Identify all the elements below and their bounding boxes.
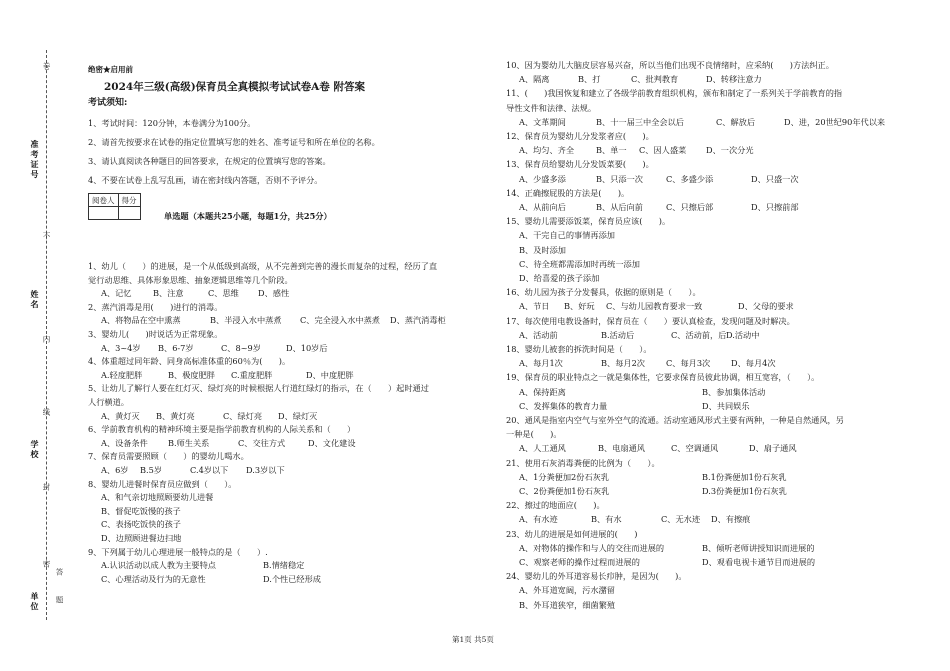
answer-option: C.4岁以下 [190, 465, 229, 475]
question-stem: 9、下列属于幼儿心理进展一般特点的是（ ）. [88, 546, 268, 557]
question-stem-cont: 人行横道。 [88, 397, 129, 407]
answer-option: A、黄灯灭 [101, 410, 140, 421]
answer-option: A、外耳道宽阔，污水潴留 [519, 585, 615, 596]
question-stem-cont: 导性文件和法律、法规。 [506, 102, 597, 113]
question-stem: 10、因为婴幼儿大脑皮层容易兴奋，所以当他们出现不良情绪时，应采纳( )方法纠正。 [506, 60, 834, 70]
answer-option: B、注意 [153, 288, 184, 299]
answer-option: A、3~4岁 [101, 342, 141, 353]
answer-option: D、每月4次 [731, 358, 776, 369]
name-label: 姓名 [30, 290, 40, 310]
question-stem: 21、使用石灰消毒粪便的比例为（ ）。 [506, 457, 660, 468]
answer-option: B、从后向前 [596, 202, 643, 212]
answer-option: D、中度肥胖 [306, 369, 354, 380]
question-stem: 23、幼儿的进展是如何进展的( ) [506, 528, 638, 539]
answer-option: D、只擦前部 [751, 202, 799, 212]
answer-option: B.情绪稳定 [263, 560, 305, 571]
question-stem: 22、擦过的地面应( )。 [506, 500, 605, 511]
question-stem: 6、学前教育机构的精神环境主要是指学前教育机构的人际关系和（ ） [88, 424, 356, 435]
answer-option: D.活动中 [726, 329, 760, 340]
answer-option: D、蒸汽消毒柜 [390, 315, 446, 326]
answer-option: A、少盛多添 [519, 173, 566, 184]
answer-option: A、文革期间 [519, 116, 566, 127]
question-stem: 12、保育员为婴幼儿分发浆者应( )。 [506, 131, 654, 141]
answer-option: C、待全班都需添加时再统一添加 [519, 258, 640, 269]
answer-option: C、空调通风 [671, 443, 719, 454]
question-stem: 5、让幼儿了解行人要在红灯灭、绿灯亮的时候根据人行道红绿灯的指示，在（ ）起时通过 [88, 383, 429, 394]
question-stem: 7、保育员需要照顾（ ）的婴幼儿喝水。 [88, 451, 249, 462]
answer-option: A.轻度肥胖 [101, 369, 143, 380]
answer-option: D、绿灯灭 [278, 410, 318, 421]
admission-number-label: 准考证号 [30, 140, 40, 180]
answer-option: B、好玩 [564, 301, 595, 312]
answer-option: B、单一 [596, 145, 627, 156]
answer-option: D.个性已经形成 [263, 573, 321, 584]
answer-option: D、进，20世纪90年代以来 [784, 116, 886, 127]
seal-char: 封 [42, 483, 51, 492]
score-header: 得分 [118, 194, 140, 207]
secret-mark: 绝密★启用前 [88, 65, 133, 74]
seal-char: 不 [42, 232, 51, 241]
answer-option: A、从前向后 [519, 202, 566, 212]
answer-option: D、只盛一次 [751, 173, 799, 184]
answer-option: D、转移注意力 [706, 74, 762, 85]
question-stem: 8、婴幼儿进餐时保育员应做到（ ）。 [88, 478, 237, 489]
answer-option: D、感性 [258, 288, 290, 299]
notice-item: 2、请首先按要求在试卷的指定位置填写您的姓名、准考证号和所在单位的名称。 [88, 137, 380, 147]
answer-option: A、人工通风 [519, 443, 566, 454]
answer-option: B、6-7岁 [158, 342, 194, 353]
notice-item: 4、不要在试卷上乱写乱画，请在密封线内答题，否则不予评分。 [88, 175, 323, 185]
answer-option: A、节日 [519, 301, 550, 312]
answer-option: A、和气亲切地照顾要幼儿进餐 [101, 492, 214, 503]
answer-option: A、1分粪便加2份石灰乳 [519, 471, 610, 482]
exam-title: 2024年三级(高级)保育员全真模拟考试试卷A卷 附答案 [104, 81, 365, 93]
answer-option: D、父母的要求 [738, 301, 794, 312]
answer-option: C、2份粪便加1份石灰乳 [519, 486, 610, 496]
answer-option: C、批判教育 [631, 74, 679, 85]
answer-option: C、无水迹 [661, 514, 701, 525]
answer-option: C、8~9岁 [221, 342, 261, 353]
question-stem: 24、婴幼儿的外耳道容易长疖肿，是因为( )。 [506, 571, 687, 582]
question-stem: 18、婴幼儿被套的拆洗时间是（ ）。 [506, 344, 652, 354]
answer-option: A、对物体的操作和与人的交往而进展的 [519, 542, 665, 553]
question-stem: 15、婴幼儿需要添饭菜，保育员应该( )。 [506, 216, 671, 227]
score-cell[interactable] [118, 207, 140, 220]
answer-option: A.认识活动以成人教为主要特点 [101, 560, 216, 571]
question-stem-cont: 一种是( )。 [506, 429, 562, 440]
answer-option: C、解放后 [716, 116, 756, 127]
seal-char: 题 [55, 596, 64, 605]
answer-option: B.1份粪便加1份石灰乳 [702, 471, 787, 482]
answer-option: C、发挥集体的教育力量 [519, 400, 608, 411]
question-stem: 19、保育员的职业特点之一就是集体性，它要求保育员彼此协调，相互宽容，（ ）。 [506, 372, 820, 383]
answer-option: B、只添一次 [596, 173, 643, 184]
seal-char: 卷 [42, 62, 51, 71]
question-stem: 14、正确擦屁股的方法是( )。 [506, 187, 630, 198]
answer-option: D.3岁以下 [246, 465, 285, 475]
answer-option: A、每月1次 [519, 358, 563, 369]
question-stem: 1、幼儿（ ）的进展，是一个从低级到高级，从不完善到完善的漫长而复杂的过程，经历了直 [88, 261, 438, 271]
answer-option: A、6岁 [101, 465, 129, 475]
section-heading: 单选题（本题共25小题，每题1分，共25分） [164, 211, 332, 221]
answer-option: B、参加集体活动 [702, 386, 766, 397]
answer-option: B、有水 [591, 514, 622, 525]
answer-option: D、文化建设 [308, 437, 356, 448]
school-label: 学校 [30, 440, 40, 460]
answer-option: D、边照顾进餐边扫地 [101, 533, 182, 543]
grader-header: 阅卷人 [89, 194, 119, 207]
answer-option: B、黄灯亮 [156, 410, 195, 421]
question-stem: 16、幼儿园为孩子分发餐具，依据的原则是（ ）。 [506, 287, 701, 298]
answer-option: C、心理活动及行为的无意性 [101, 573, 206, 584]
answer-option: A、干完自己的事情再添加 [519, 230, 615, 241]
answer-option: C、每月3次 [666, 358, 711, 369]
answer-option: A、保持距离 [519, 386, 566, 397]
answer-option: B、十一届三中全会以后 [596, 116, 684, 127]
answer-option: B、半浸入水中蒸煮 [210, 315, 282, 326]
answer-option: B、电扇通风 [598, 443, 645, 454]
answer-option: D、观看电视卡通节目而进展的 [702, 557, 816, 567]
answer-option: A、有水迹 [519, 514, 558, 525]
answer-option: C、多盛少添 [666, 173, 714, 184]
notice-heading: 考试须知: [88, 98, 128, 108]
seal-char: 线 [42, 408, 51, 417]
answer-option: C、完全浸入水中蒸煮 [300, 315, 380, 326]
answer-option: B、打 [578, 74, 601, 85]
answer-option: A、将物品在空中熏蒸 [101, 315, 181, 326]
answer-option: C、因人盛菜 [639, 145, 687, 156]
seal-char: 内 [42, 335, 51, 344]
answer-option: D、共同娱乐 [702, 400, 750, 411]
question-stem-cont: 觉行动思维、具体形象思维、抽象逻辑思维等几个阶段。 [88, 274, 293, 285]
answer-option: B.师生关系 [168, 437, 210, 448]
answer-option: C、只擦后部 [666, 202, 714, 212]
notice-item: 3、请认真阅读各种题目的回答要求，在规定的位置填写您的答案。 [88, 156, 331, 166]
question-stem: 3、婴幼儿( )时说话为正常现象。 [88, 329, 223, 339]
page-footer: 第1页 共5页 [452, 635, 494, 644]
answer-option: C.重度肥胖 [231, 369, 273, 380]
answer-option: C、与幼儿园教育要求一致 [606, 301, 703, 312]
answer-option: D、扇子通风 [749, 443, 797, 454]
question-stem: 13、保育员给婴幼儿分发饭菜要( )。 [506, 159, 654, 170]
answer-option: B、督促吃饭慢的孩子 [101, 505, 181, 516]
answer-option: B、及时添加 [519, 244, 566, 255]
answer-option: B、极度肥胖 [168, 369, 215, 380]
answer-option: A、记忆 [101, 288, 132, 299]
answer-option: B、每月2次 [601, 358, 645, 369]
question-stem: 20、通风是指室内空气与室外空气的流通。活动室通风形式主要有两种，一种是自然通风，另 [506, 415, 844, 425]
answer-option: B.5岁 [140, 465, 163, 475]
answer-option: A、设备条件 [101, 437, 148, 448]
question-stem: 17、每次使用电教设备时，保育员在（ ）要认真检查，发现问题及时解决。 [506, 315, 795, 326]
answer-option: C、交往方式 [238, 437, 286, 448]
answer-option: A、活动前 [519, 329, 558, 340]
answer-option: D、10岁后 [286, 342, 328, 353]
answer-option: C、观察老师的操作过程而进展的 [519, 557, 640, 567]
unit-label: 单位 [30, 592, 40, 612]
notice-item: 1、考试时间：120分钟，本卷满分为100分。 [88, 118, 256, 128]
question-stem: 2、蒸汽消毒是用( )进行的消毒。 [88, 301, 223, 312]
seal-char: 答 [55, 568, 64, 577]
seal-char: 密 [42, 560, 51, 569]
score-table [88, 193, 141, 220]
grader-cell[interactable] [89, 207, 119, 220]
answer-option: A、均匀、齐全 [519, 145, 575, 156]
question-stem: 11、( )我国恢复和建立了各级学前教育组织机构，颁布和制定了一系列关于学前教育的指 [506, 88, 843, 99]
answer-option: C、活动前，后 [671, 329, 727, 340]
answer-option: B.活动后 [601, 329, 635, 340]
answer-option: B、倾听老师讲授知识而进展的 [702, 542, 815, 553]
answer-option: C、表扬吃饭快的孩子 [101, 519, 181, 530]
answer-option: B、外耳道狭窄，细菌繁殖 [519, 599, 616, 610]
answer-option: C、绿灯亮 [223, 410, 263, 421]
answer-option: D、给喜爱的孩子添加 [519, 273, 600, 283]
answer-option: A、隔离 [519, 74, 550, 85]
answer-option: C、思维 [208, 288, 239, 299]
answer-option: D、有擦痕 [711, 514, 751, 525]
answer-option: D、一次分光 [706, 145, 754, 156]
question-stem: 4、体重超过同年龄、同身高标准体重的60％为( )。 [88, 356, 291, 367]
answer-option: D.3份粪便加1份石灰乳 [702, 486, 787, 496]
